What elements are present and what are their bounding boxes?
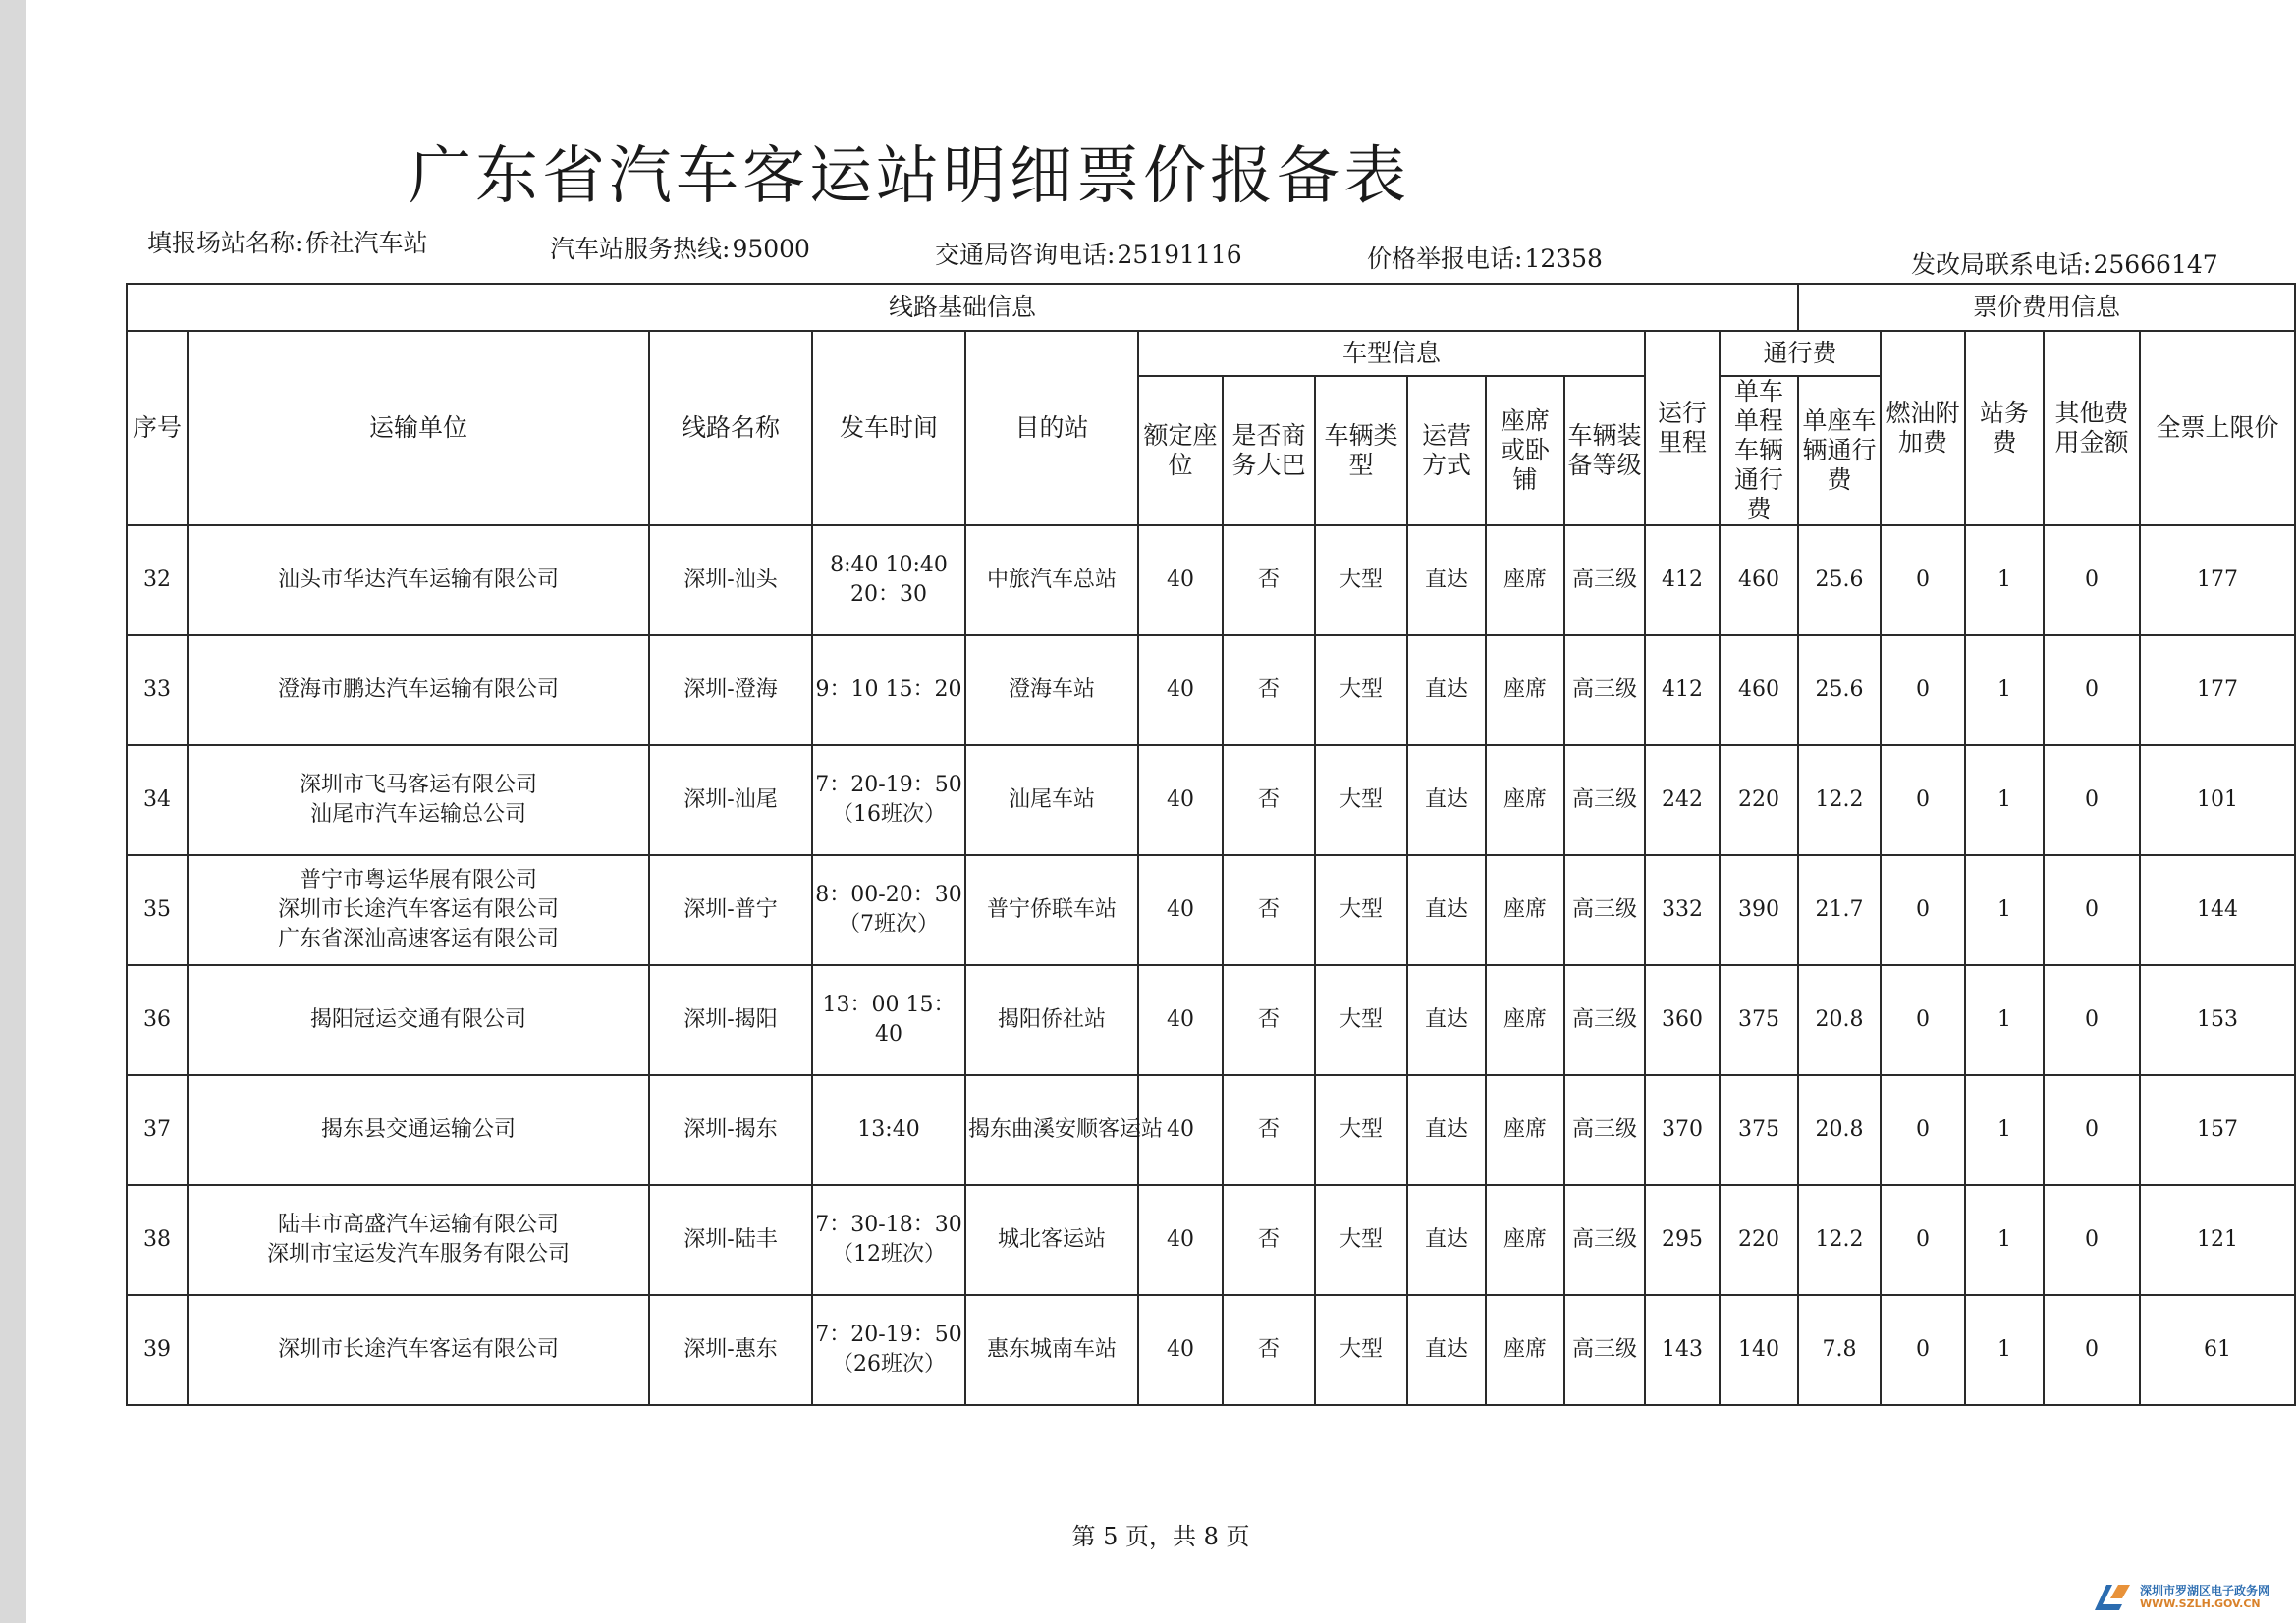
cell-distance: 242 [1645,745,1720,855]
page-footer: 第 5 页，共 8 页 [1071,1523,1250,1550]
cell-toll-per-seat: 20.8 [1798,1075,1881,1185]
cell-business-bus: 否 [1223,635,1315,745]
fare-table [126,283,2296,1406]
group-route-info: 线路基础信息 [127,284,1798,331]
cell-seat-kind: 座席 [1486,1295,1564,1405]
scan-edge [0,0,26,1623]
cell-equip-grade: 高三级 [1564,745,1645,855]
cell-distance: 295 [1645,1185,1720,1295]
cell-carrier-line: 陆丰市高盛汽车运输有限公司 [277,1213,559,1237]
cell-route: 深圳-揭东 [649,1075,812,1185]
cell-route: 深圳-汕头 [649,525,812,635]
cell-seq: 35 [127,855,188,965]
station-label: 填报场站名称: [147,229,303,257]
cell-full-price: 153 [2140,965,2295,1075]
header-dest: 目的站 [965,331,1138,525]
cell-toll-single: 375 [1720,1075,1798,1185]
cell-carrier-line: 深圳市飞马客运有限公司 [299,773,537,797]
cell-vehicle-type: 大型 [1315,745,1407,855]
cell-depart-time-line: （16班次） [832,802,946,827]
transport-phone [935,236,1242,271]
hotline-label: 汽车站服务热线: [550,235,731,263]
cell-toll-per-seat: 25.6 [1798,525,1881,635]
cell-station-fee: 1 [1965,1185,2044,1295]
cell-fuel: 0 [1881,1075,1965,1185]
cell-full-price: 177 [2140,525,2295,635]
watermark-text [2140,1585,2269,1610]
cell-route: 深圳-惠东 [649,1295,812,1405]
cell-seats: 40 [1138,965,1223,1075]
cell-dest: 普宁侨联车站 [965,855,1138,965]
cell-full-price: 157 [2140,1075,2295,1185]
cell-other: 0 [2044,855,2140,965]
document-sheet [26,0,2296,1623]
cell-carrier-line: 揭东县交通运输公司 [320,1117,516,1142]
cell-toll-per-seat: 25.6 [1798,635,1881,745]
cell-distance: 412 [1645,635,1720,745]
cell-vehicle-type: 大型 [1315,855,1407,965]
header-equip-grade: 车辆装备等级 [1564,376,1645,525]
cell-carrier [188,1295,649,1405]
header-distance: 运行里程 [1645,331,1720,525]
cell-route: 深圳-澄海 [649,635,812,745]
cell-carrier [188,1075,649,1185]
cell-distance: 143 [1645,1295,1720,1405]
cell-seats: 40 [1138,1075,1223,1185]
cell-carrier [188,525,649,635]
cell-other: 0 [2044,1185,2140,1295]
cell-toll-per-seat: 12.2 [1798,745,1881,855]
header-carrier: 运输单位 [188,331,649,525]
cell-equip-grade: 高三级 [1564,1295,1645,1405]
cell-depart-time-line: 8:40 10:40 [830,553,948,577]
cell-depart-time [812,525,965,635]
szlh-logo-icon [2093,1581,2132,1614]
cell-carrier-line: 普宁市粤运华展有限公司 [299,868,537,893]
header-operation: 运营方式 [1407,376,1486,525]
cell-dest: 中旅汽车总站 [965,525,1138,635]
cell-depart-time-line: （12班次） [832,1242,946,1267]
cell-distance: 360 [1645,965,1720,1075]
cell-dest: 汕尾车站 [965,745,1138,855]
cell-seq: 39 [127,1295,188,1405]
header-seq: 序号 [127,331,188,525]
cell-business-bus: 否 [1223,525,1315,635]
cell-full-price: 121 [2140,1185,2295,1295]
cell-carrier [188,635,649,745]
header-fuel: 燃油附加费 [1881,331,1965,525]
cell-seq: 32 [127,525,188,635]
cell-dest: 揭东曲溪安顺客运站 [965,1075,1138,1185]
header-business-bus: 是否商务大巴 [1223,376,1315,525]
cell-carrier-line: 广东省深汕高速客运有限公司 [277,927,559,951]
cell-fuel: 0 [1881,1295,1965,1405]
cell-fuel: 0 [1881,1185,1965,1295]
cell-business-bus: 否 [1223,1295,1315,1405]
header-vehicle-type: 车辆类型 [1315,376,1407,525]
cell-route: 深圳-陆丰 [649,1185,812,1295]
cell-distance: 332 [1645,855,1720,965]
cell-route: 深圳-汕尾 [649,745,812,855]
cell-vehicle-type: 大型 [1315,525,1407,635]
price-report-label: 价格举报电话: [1367,244,1523,273]
header-toll-single: 单车单程车辆通行费 [1720,376,1798,525]
cell-equip-grade: 高三级 [1564,1075,1645,1185]
watermark-line2: WWW.SZLH.GOV.CN [2140,1597,2261,1610]
header-toll-per-seat: 单座车辆通行费 [1798,376,1881,525]
cell-other: 0 [2044,525,2140,635]
cell-carrier [188,965,649,1075]
table-row [127,525,2295,635]
cell-dest: 澄海车站 [965,635,1138,745]
cell-seats: 40 [1138,1295,1223,1405]
cell-distance: 370 [1645,1075,1720,1185]
cell-seq: 37 [127,1075,188,1185]
header-depart: 发车时间 [812,331,965,525]
cell-fuel: 0 [1881,525,1965,635]
cell-business-bus: 否 [1223,855,1315,965]
document-title: 广东省汽车客运站明细票价报备表 [409,140,1410,213]
group-fare-info: 票价费用信息 [1798,284,2295,331]
cell-vehicle-type: 大型 [1315,1185,1407,1295]
cell-operation: 直达 [1407,965,1486,1075]
cell-station-fee: 1 [1965,1295,2044,1405]
cell-toll-per-seat: 21.7 [1798,855,1881,965]
cell-seat-kind: 座席 [1486,745,1564,855]
cell-station-fee: 1 [1965,525,2044,635]
cell-depart-time-line: 7：20-19：50 [815,1323,962,1347]
cell-operation: 直达 [1407,1075,1486,1185]
cell-full-price: 144 [2140,855,2295,965]
cell-vehicle-type: 大型 [1315,635,1407,745]
cell-seq: 33 [127,635,188,745]
cell-depart-time [812,745,965,855]
cell-toll-single: 220 [1720,1185,1798,1295]
cell-toll-single: 390 [1720,855,1798,965]
cell-business-bus: 否 [1223,1185,1315,1295]
cell-equip-grade: 高三级 [1564,635,1645,745]
cell-seats: 40 [1138,635,1223,745]
ndrc-phone [1911,245,2218,281]
price-report-phone [1367,240,1603,275]
cell-seats: 40 [1138,1185,1223,1295]
cell-depart-time [812,1185,965,1295]
cell-equip-grade: 高三级 [1564,1185,1645,1295]
price-report-value: 12358 [1524,244,1603,273]
cell-toll-single: 460 [1720,635,1798,745]
header-seat-or-sleeper: 座席或卧铺 [1486,376,1564,525]
table-row [127,855,2295,965]
station-name [147,224,427,259]
cell-seat-kind: 座席 [1486,525,1564,635]
cell-seq: 36 [127,965,188,1075]
cell-operation: 直达 [1407,1295,1486,1405]
cell-seat-kind: 座席 [1486,855,1564,965]
cell-vehicle-type: 大型 [1315,1075,1407,1185]
cell-full-price: 177 [2140,635,2295,745]
cell-depart-time-line: 7：30-18：30 [815,1213,962,1237]
cell-carrier [188,745,649,855]
cell-business-bus: 否 [1223,1075,1315,1185]
cell-fuel: 0 [1881,745,1965,855]
cell-distance: 412 [1645,525,1720,635]
cell-carrier-line: 汕尾市汽车运输总公司 [309,802,526,827]
cell-carrier-line: 深圳市长途汽车客运有限公司 [277,1337,559,1362]
header-route: 线路名称 [649,331,812,525]
header-seats: 额定座位 [1138,376,1223,525]
cell-equip-grade: 高三级 [1564,965,1645,1075]
cell-depart-time-line: 13：00 15： [822,993,956,1017]
cell-other: 0 [2044,745,2140,855]
cell-station-fee: 1 [1965,965,2044,1075]
cell-operation: 直达 [1407,855,1486,965]
cell-operation: 直达 [1407,635,1486,745]
cell-toll-single: 375 [1720,965,1798,1075]
cell-operation: 直达 [1407,1185,1486,1295]
group-vehicle-info: 车型信息 [1138,331,1645,376]
cell-toll-single: 140 [1720,1295,1798,1405]
cell-full-price: 61 [2140,1295,2295,1405]
cell-station-fee: 1 [1965,745,2044,855]
hotline [550,230,810,265]
cell-depart-time [812,1075,965,1185]
cell-operation: 直达 [1407,745,1486,855]
cell-seats: 40 [1138,525,1223,635]
cell-toll-single: 220 [1720,745,1798,855]
watermark-line1: 深圳市罗湖区电子政务网 [2140,1584,2270,1597]
cell-depart-time-line: 8：00-20：30 [815,883,962,907]
cell-route: 深圳-揭阳 [649,965,812,1075]
cell-other: 0 [2044,635,2140,745]
cell-depart-time-line: （7班次） [839,912,939,937]
cell-depart-time [812,1295,965,1405]
table-row [127,1075,2295,1185]
cell-vehicle-type: 大型 [1315,965,1407,1075]
cell-operation: 直达 [1407,525,1486,635]
transport-label: 交通局咨询电话: [935,241,1116,269]
cell-dest: 城北客运站 [965,1185,1138,1295]
transport-value: 25191116 [1117,241,1242,269]
cell-seats: 40 [1138,855,1223,965]
cell-other: 0 [2044,1075,2140,1185]
cell-business-bus: 否 [1223,745,1315,855]
cell-toll-single: 460 [1720,525,1798,635]
cell-seat-kind: 座席 [1486,965,1564,1075]
cell-equip-grade: 高三级 [1564,525,1645,635]
table-row [127,745,2295,855]
cell-toll-per-seat: 12.2 [1798,1185,1881,1295]
cell-seq: 38 [127,1185,188,1295]
cell-toll-per-seat: 20.8 [1798,965,1881,1075]
cell-seat-kind: 座席 [1486,1075,1564,1185]
cell-carrier-line: 揭阳冠运交通有限公司 [309,1007,526,1032]
table-row [127,1295,2295,1405]
cell-carrier-line: 深圳市长途汽车客运有限公司 [277,897,559,922]
cell-depart-time [812,855,965,965]
cell-station-fee: 1 [1965,855,2044,965]
cell-depart-time-line: 9：10 15：20 [815,677,962,702]
cell-seats: 40 [1138,745,1223,855]
table-header [127,284,2295,525]
table-row [127,965,2295,1075]
cell-depart-time-line: 40 [875,1022,902,1047]
cell-carrier-line: 深圳市宝运发汽车服务有限公司 [266,1242,570,1267]
cell-dest: 惠东城南车站 [965,1295,1138,1405]
cell-fuel: 0 [1881,855,1965,965]
cell-toll-per-seat: 7.8 [1798,1295,1881,1405]
cell-full-price: 101 [2140,745,2295,855]
station-value: 侨社汽车站 [304,229,428,257]
cell-route: 深圳-普宁 [649,855,812,965]
cell-station-fee: 1 [1965,635,2044,745]
cell-depart-time-line: 13:40 [857,1117,920,1142]
cell-carrier [188,855,649,965]
header-station-fee: 站务费 [1965,331,2044,525]
cell-other: 0 [2044,965,2140,1075]
cell-carrier-line: 汕头市华达汽车运输有限公司 [277,568,559,592]
cell-fuel: 0 [1881,965,1965,1075]
ndrc-value: 25666147 [2093,250,2218,279]
group-toll: 通行费 [1720,331,1881,376]
cell-seq: 34 [127,745,188,855]
table-body [127,525,2295,1405]
cell-depart-time-line: 7：20-19：50 [815,773,962,797]
ndrc-label: 发改局联系电话: [1911,250,2092,279]
cell-seat-kind: 座席 [1486,635,1564,745]
watermark [2093,1581,2269,1614]
cell-depart-time [812,635,965,745]
cell-seat-kind: 座席 [1486,1185,1564,1295]
cell-fuel: 0 [1881,635,1965,745]
cell-other: 0 [2044,1295,2140,1405]
cell-depart-time-line: （26班次） [832,1352,946,1377]
cell-business-bus: 否 [1223,965,1315,1075]
cell-vehicle-type: 大型 [1315,1295,1407,1405]
cell-dest: 揭阳侨社站 [965,965,1138,1075]
cell-equip-grade: 高三级 [1564,855,1645,965]
header-other: 其他费用金额 [2044,331,2140,525]
cell-station-fee: 1 [1965,1075,2044,1185]
header-full-price: 全票上限价 [2140,331,2295,525]
cell-depart-time [812,965,965,1075]
cell-carrier-line: 澄海市鹏达汽车运输有限公司 [277,677,559,702]
cell-carrier [188,1185,649,1295]
table-row [127,635,2295,745]
hotline-value: 95000 [732,235,810,263]
table-row [127,1185,2295,1295]
cell-depart-time-line: 20：30 [850,582,927,607]
